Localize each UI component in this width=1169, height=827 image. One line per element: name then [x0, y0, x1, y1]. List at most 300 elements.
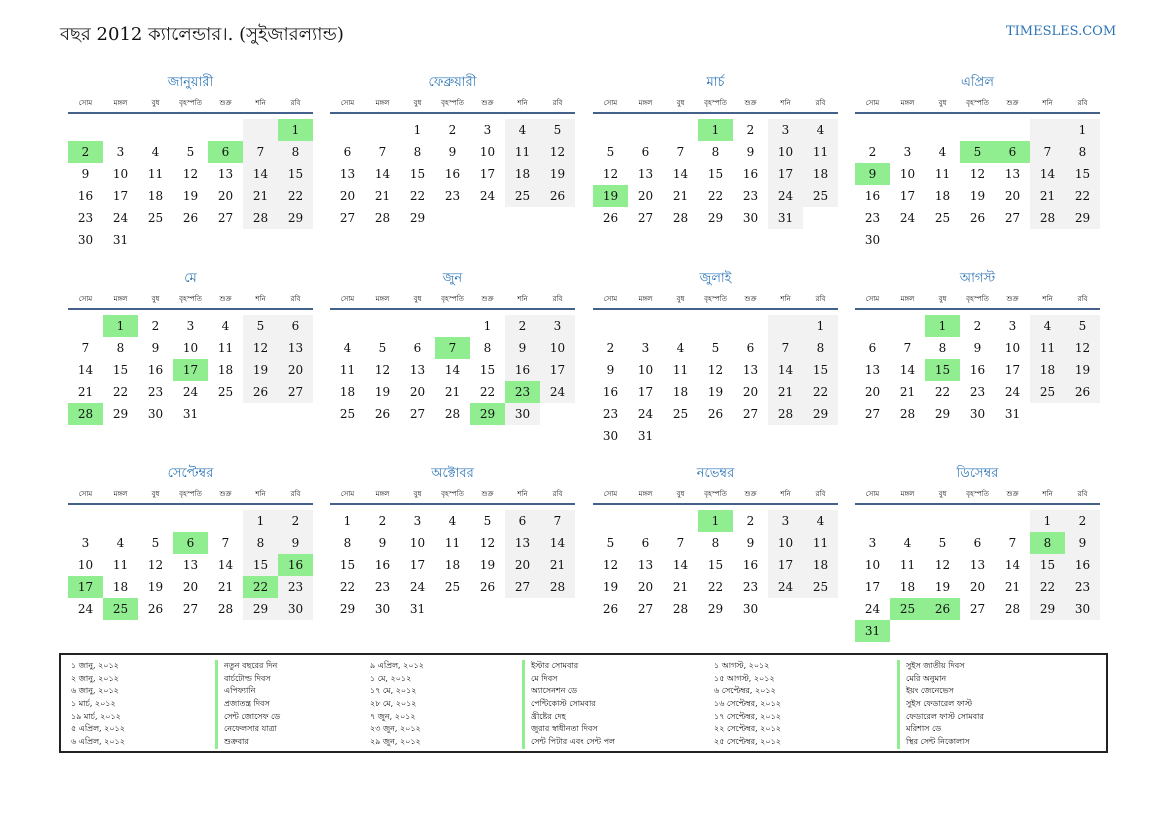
day-cell[interactable]: 9 [746, 145, 755, 159]
day-cell[interactable]: 19 [182, 189, 199, 203]
day-cell[interactable]: 2 [68, 141, 103, 163]
day-cell[interactable]: 16 [1065, 554, 1100, 576]
day-cell[interactable]: 3 [483, 123, 492, 137]
day-cell[interactable]: 4 [938, 145, 947, 159]
day-cell[interactable]: 29 [803, 403, 838, 425]
day-cell[interactable]: 22 [1065, 185, 1100, 207]
day-cell[interactable]: 30 [147, 407, 164, 421]
day-cell[interactable]: 28 [672, 602, 689, 616]
day-cell[interactable]: 29 [409, 211, 426, 225]
day-cell[interactable]: 20 [742, 385, 759, 399]
day-cell[interactable]: 4 [221, 319, 230, 333]
day-cell[interactable]: 2 [868, 145, 877, 159]
day-cell[interactable]: 29 [278, 207, 313, 229]
day-cell[interactable]: 6 [868, 341, 877, 355]
day-cell[interactable]: 24 [479, 189, 496, 203]
day-cell[interactable]: 17 [637, 385, 654, 399]
day-cell[interactable]: 25 [147, 211, 164, 225]
day-cell[interactable]: 13 [864, 363, 881, 377]
day-cell[interactable]: 26 [1065, 381, 1100, 403]
day-cell[interactable]: 7 [1008, 536, 1017, 550]
day-cell[interactable]: 28 [444, 407, 461, 421]
day-cell[interactable]: 25 [444, 580, 461, 594]
day-cell[interactable]: 3 [81, 536, 90, 550]
day-cell[interactable]: 12 [969, 167, 986, 181]
day-cell[interactable]: 28 [1030, 207, 1065, 229]
day-cell[interactable]: 16 [77, 189, 94, 203]
day-cell[interactable]: 30 [1065, 598, 1100, 620]
day-cell[interactable]: 23 [742, 189, 759, 203]
day-cell[interactable]: 23 [444, 189, 461, 203]
day-cell[interactable]: 14 [672, 167, 689, 181]
day-cell[interactable]: 12 [147, 558, 164, 572]
day-cell[interactable]: 25 [103, 598, 138, 620]
day-cell[interactable]: 20 [217, 189, 234, 203]
day-cell[interactable]: 30 [374, 602, 391, 616]
day-cell[interactable]: 11 [1030, 337, 1065, 359]
day-cell[interactable]: 28 [768, 403, 803, 425]
day-cell[interactable]: 2 [378, 514, 387, 528]
day-cell[interactable]: 23 [742, 580, 759, 594]
day-cell[interactable]: 22 [1030, 576, 1065, 598]
day-cell[interactable]: 15 [707, 167, 724, 181]
day-cell[interactable]: 30 [969, 407, 986, 421]
day-cell[interactable]: 22 [409, 189, 426, 203]
day-cell[interactable]: 15 [707, 558, 724, 572]
day-cell[interactable]: 6 [413, 341, 422, 355]
day-cell[interactable]: 1 [698, 119, 733, 141]
day-cell[interactable]: 27 [409, 407, 426, 421]
day-cell[interactable]: 21 [374, 189, 391, 203]
day-cell[interactable]: 6 [995, 141, 1030, 163]
day-cell[interactable]: 17 [479, 167, 496, 181]
day-cell[interactable]: 14 [540, 532, 575, 554]
day-cell[interactable]: 13 [637, 558, 654, 572]
day-cell[interactable]: 20 [409, 385, 426, 399]
day-cell[interactable]: 26 [243, 381, 278, 403]
day-cell[interactable]: 22 [707, 189, 724, 203]
day-cell[interactable]: 3 [540, 315, 575, 337]
day-cell[interactable]: 26 [925, 598, 960, 620]
day-cell[interactable]: 22 [243, 576, 278, 598]
day-cell[interactable]: 22 [803, 381, 838, 403]
day-cell[interactable]: 31 [768, 207, 803, 229]
day-cell[interactable]: 14 [672, 558, 689, 572]
day-cell[interactable]: 25 [934, 211, 951, 225]
day-cell[interactable]: 11 [934, 167, 951, 181]
day-cell[interactable]: 8 [1065, 141, 1100, 163]
day-cell[interactable]: 14 [444, 363, 461, 377]
day-cell[interactable]: 14 [1030, 163, 1065, 185]
day-cell[interactable]: 13 [182, 558, 199, 572]
day-cell[interactable]: 28 [1004, 602, 1021, 616]
day-cell[interactable]: 9 [448, 145, 457, 159]
day-cell[interactable]: 30 [278, 598, 313, 620]
day-cell[interactable]: 27 [969, 602, 986, 616]
day-cell[interactable]: 27 [864, 407, 881, 421]
day-cell[interactable]: 17 [768, 554, 803, 576]
day-cell[interactable]: 17 [864, 580, 881, 594]
day-cell[interactable]: 9 [278, 532, 313, 554]
day-cell[interactable]: 26 [602, 211, 619, 225]
day-cell[interactable]: 8 [343, 536, 352, 550]
day-cell[interactable]: 27 [217, 211, 234, 225]
day-cell[interactable]: 11 [803, 532, 838, 554]
day-cell[interactable]: 16 [742, 558, 759, 572]
day-cell[interactable]: 12 [374, 363, 391, 377]
day-cell[interactable]: 25 [803, 576, 838, 598]
day-cell[interactable]: 29 [1065, 207, 1100, 229]
day-cell[interactable]: 20 [339, 189, 356, 203]
day-cell[interactable]: 7 [903, 341, 912, 355]
day-cell[interactable]: 21 [217, 580, 234, 594]
day-cell[interactable]: 5 [960, 141, 995, 163]
day-cell[interactable]: 31 [112, 233, 129, 247]
day-cell[interactable]: 15 [243, 554, 278, 576]
day-cell[interactable]: 18 [803, 554, 838, 576]
day-cell[interactable]: 14 [77, 363, 94, 377]
day-cell[interactable]: 10 [540, 337, 575, 359]
day-cell[interactable]: 12 [934, 558, 951, 572]
day-cell[interactable]: 24 [182, 385, 199, 399]
day-cell[interactable]: 7 [540, 510, 575, 532]
day-cell[interactable]: 17 [409, 558, 426, 572]
day-cell[interactable]: 8 [483, 341, 492, 355]
day-cell[interactable]: 12 [479, 536, 496, 550]
day-cell[interactable]: 4 [1030, 315, 1065, 337]
day-cell[interactable]: 4 [116, 536, 125, 550]
day-cell[interactable]: 27 [339, 211, 356, 225]
day-cell[interactable]: 12 [602, 167, 619, 181]
day-cell[interactable]: 31 [409, 602, 426, 616]
day-cell[interactable]: 9 [151, 341, 160, 355]
day-cell[interactable]: 14 [899, 363, 916, 377]
day-cell[interactable]: 18 [1030, 359, 1065, 381]
day-cell[interactable]: 30 [864, 233, 881, 247]
day-cell[interactable]: 29 [243, 598, 278, 620]
day-cell[interactable]: 5 [1065, 315, 1100, 337]
day-cell[interactable]: 18 [672, 385, 689, 399]
day-cell[interactable]: 7 [243, 141, 278, 163]
day-cell[interactable]: 5 [243, 315, 278, 337]
day-cell[interactable]: 17 [1004, 363, 1021, 377]
day-cell[interactable]: 20 [182, 580, 199, 594]
day-cell[interactable]: 17 [768, 163, 803, 185]
site-link[interactable]: TIMESLES.COM [1006, 24, 1117, 39]
day-cell[interactable]: 13 [339, 167, 356, 181]
day-cell[interactable]: 27 [505, 576, 540, 598]
day-cell[interactable]: 27 [182, 602, 199, 616]
day-cell[interactable]: 31 [1004, 407, 1021, 421]
day-cell[interactable]: 15 [925, 359, 960, 381]
day-cell[interactable]: 12 [182, 167, 199, 181]
day-cell[interactable]: 27 [1004, 211, 1021, 225]
day-cell[interactable]: 19 [374, 385, 391, 399]
day-cell[interactable]: 19 [969, 189, 986, 203]
day-cell[interactable]: 20 [637, 189, 654, 203]
day-cell[interactable]: 10 [409, 536, 426, 550]
day-cell[interactable]: 21 [1030, 185, 1065, 207]
day-cell[interactable]: 7 [1030, 141, 1065, 163]
day-cell[interactable]: 3 [116, 145, 125, 159]
day-cell[interactable]: 29 [934, 407, 951, 421]
day-cell[interactable]: 22 [112, 385, 129, 399]
day-cell[interactable]: 26 [540, 185, 575, 207]
day-cell[interactable]: 16 [742, 167, 759, 181]
day-cell[interactable]: 26 [602, 602, 619, 616]
day-cell[interactable]: 8 [711, 145, 720, 159]
day-cell[interactable]: 28 [243, 207, 278, 229]
day-cell[interactable]: 1 [103, 315, 138, 337]
day-cell[interactable]: 1 [1065, 119, 1100, 141]
day-cell[interactable]: 1 [1030, 510, 1065, 532]
day-cell[interactable]: 13 [742, 363, 759, 377]
day-cell[interactable]: 30 [742, 211, 759, 225]
day-cell[interactable]: 13 [1004, 167, 1021, 181]
day-cell[interactable]: 21 [540, 554, 575, 576]
day-cell[interactable]: 21 [672, 580, 689, 594]
day-cell[interactable]: 16 [969, 363, 986, 377]
day-cell[interactable]: 14 [1004, 558, 1021, 572]
day-cell[interactable]: 17 [68, 576, 103, 598]
day-cell[interactable]: 18 [112, 580, 129, 594]
day-cell[interactable]: 7 [221, 536, 230, 550]
day-cell[interactable]: 19 [934, 580, 951, 594]
day-cell[interactable]: 7 [676, 536, 685, 550]
day-cell[interactable]: 8 [1030, 532, 1065, 554]
day-cell[interactable]: 1 [925, 315, 960, 337]
day-cell[interactable]: 23 [505, 381, 540, 403]
day-cell[interactable]: 6 [746, 341, 755, 355]
day-cell[interactable]: 12 [602, 558, 619, 572]
day-cell[interactable]: 25 [672, 407, 689, 421]
day-cell[interactable]: 11 [147, 167, 164, 181]
day-cell[interactable]: 20 [505, 554, 540, 576]
day-cell[interactable]: 11 [505, 141, 540, 163]
day-cell[interactable]: 21 [444, 385, 461, 399]
day-cell[interactable]: 5 [483, 514, 492, 528]
day-cell[interactable]: 29 [470, 403, 505, 425]
day-cell[interactable]: 21 [768, 381, 803, 403]
day-cell[interactable]: 26 [182, 211, 199, 225]
day-cell[interactable]: 8 [278, 141, 313, 163]
day-cell[interactable]: 23 [602, 407, 619, 421]
day-cell[interactable]: 13 [278, 337, 313, 359]
day-cell[interactable]: 18 [505, 163, 540, 185]
day-cell[interactable]: 19 [602, 580, 619, 594]
day-cell[interactable]: 24 [77, 602, 94, 616]
day-cell[interactable]: 2 [448, 123, 457, 137]
day-cell[interactable]: 23 [77, 211, 94, 225]
day-cell[interactable]: 15 [339, 558, 356, 572]
day-cell[interactable]: 1 [243, 510, 278, 532]
day-cell[interactable]: 2 [973, 319, 982, 333]
day-cell[interactable]: 23 [374, 580, 391, 594]
day-cell[interactable]: 4 [505, 119, 540, 141]
day-cell[interactable]: 13 [409, 363, 426, 377]
day-cell[interactable]: 12 [1065, 337, 1100, 359]
day-cell[interactable]: 1 [343, 514, 352, 528]
day-cell[interactable]: 5 [606, 536, 615, 550]
day-cell[interactable]: 26 [374, 407, 391, 421]
day-cell[interactable]: 9 [1065, 532, 1100, 554]
day-cell[interactable]: 18 [803, 163, 838, 185]
day-cell[interactable]: 27 [637, 602, 654, 616]
day-cell[interactable]: 29 [112, 407, 129, 421]
day-cell[interactable]: 2 [151, 319, 160, 333]
day-cell[interactable]: 12 [707, 363, 724, 377]
day-cell[interactable]: 11 [672, 363, 689, 377]
day-cell[interactable]: 23 [969, 385, 986, 399]
day-cell[interactable]: 27 [278, 381, 313, 403]
day-cell[interactable]: 13 [217, 167, 234, 181]
day-cell[interactable]: 14 [217, 558, 234, 572]
day-cell[interactable]: 8 [803, 337, 838, 359]
day-cell[interactable]: 24 [768, 576, 803, 598]
day-cell[interactable]: 10 [768, 532, 803, 554]
day-cell[interactable]: 28 [540, 576, 575, 598]
day-cell[interactable]: 24 [1004, 385, 1021, 399]
day-cell[interactable]: 21 [243, 185, 278, 207]
day-cell[interactable]: 13 [969, 558, 986, 572]
day-cell[interactable]: 16 [374, 558, 391, 572]
day-cell[interactable]: 12 [540, 141, 575, 163]
day-cell[interactable]: 4 [803, 119, 838, 141]
day-cell[interactable]: 11 [339, 363, 356, 377]
day-cell[interactable]: 6 [973, 536, 982, 550]
day-cell[interactable]: 7 [676, 145, 685, 159]
day-cell[interactable]: 22 [339, 580, 356, 594]
day-cell[interactable]: 25 [890, 598, 925, 620]
day-cell[interactable]: 4 [151, 145, 160, 159]
day-cell[interactable]: 25 [803, 185, 838, 207]
day-cell[interactable]: 14 [374, 167, 391, 181]
day-cell[interactable]: 30 [742, 602, 759, 616]
day-cell[interactable]: 4 [448, 514, 457, 528]
day-cell[interactable]: 2 [746, 514, 755, 528]
day-cell[interactable]: 15 [1065, 163, 1100, 185]
day-cell[interactable]: 8 [711, 536, 720, 550]
day-cell[interactable]: 7 [378, 145, 387, 159]
day-cell[interactable]: 31 [855, 620, 890, 642]
day-cell[interactable]: 17 [540, 359, 575, 381]
day-cell[interactable]: 23 [147, 385, 164, 399]
day-cell[interactable]: 3 [641, 341, 650, 355]
day-cell[interactable]: 19 [479, 558, 496, 572]
day-cell[interactable]: 6 [641, 145, 650, 159]
day-cell[interactable]: 5 [186, 145, 195, 159]
day-cell[interactable]: 5 [378, 341, 387, 355]
day-cell[interactable]: 11 [444, 536, 461, 550]
day-cell[interactable]: 20 [969, 580, 986, 594]
day-cell[interactable]: 23 [278, 576, 313, 598]
day-cell[interactable]: 21 [1004, 580, 1021, 594]
day-cell[interactable]: 15 [803, 359, 838, 381]
day-cell[interactable]: 2 [278, 510, 313, 532]
day-cell[interactable]: 26 [479, 580, 496, 594]
day-cell[interactable]: 19 [147, 580, 164, 594]
day-cell[interactable]: 12 [243, 337, 278, 359]
day-cell[interactable]: 29 [707, 211, 724, 225]
day-cell[interactable]: 24 [540, 381, 575, 403]
day-cell[interactable]: 28 [374, 211, 391, 225]
day-cell[interactable]: 3 [186, 319, 195, 333]
day-cell[interactable]: 7 [435, 337, 470, 359]
day-cell[interactable]: 22 [278, 185, 313, 207]
day-cell[interactable]: 10 [637, 363, 654, 377]
day-cell[interactable]: 6 [208, 141, 243, 163]
day-cell[interactable]: 11 [803, 141, 838, 163]
day-cell[interactable]: 9 [855, 163, 890, 185]
day-cell[interactable]: 9 [606, 363, 615, 377]
day-cell[interactable]: 10 [899, 167, 916, 181]
day-cell[interactable]: 15 [112, 363, 129, 377]
day-cell[interactable]: 25 [217, 385, 234, 399]
day-cell[interactable]: 27 [742, 407, 759, 421]
day-cell[interactable]: 29 [707, 602, 724, 616]
day-cell[interactable]: 18 [934, 189, 951, 203]
day-cell[interactable]: 19 [593, 185, 628, 207]
day-cell[interactable]: 25 [505, 185, 540, 207]
day-cell[interactable]: 23 [864, 211, 881, 225]
day-cell[interactable]: 24 [899, 211, 916, 225]
day-cell[interactable]: 3 [868, 536, 877, 550]
day-cell[interactable]: 11 [899, 558, 916, 572]
day-cell[interactable]: 14 [243, 163, 278, 185]
day-cell[interactable]: 19 [1065, 359, 1100, 381]
day-cell[interactable]: 2 [1065, 510, 1100, 532]
day-cell[interactable]: 16 [602, 385, 619, 399]
day-cell[interactable]: 9 [378, 536, 387, 550]
day-cell[interactable]: 13 [505, 532, 540, 554]
day-cell[interactable]: 4 [676, 341, 685, 355]
day-cell[interactable]: 24 [409, 580, 426, 594]
day-cell[interactable]: 16 [444, 167, 461, 181]
day-cell[interactable]: 18 [339, 385, 356, 399]
day-cell[interactable]: 15 [1030, 554, 1065, 576]
day-cell[interactable]: 20 [1004, 189, 1021, 203]
day-cell[interactable]: 10 [77, 558, 94, 572]
day-cell[interactable]: 4 [343, 341, 352, 355]
day-cell[interactable]: 29 [339, 602, 356, 616]
day-cell[interactable]: 6 [278, 315, 313, 337]
day-cell[interactable]: 25 [1030, 381, 1065, 403]
day-cell[interactable]: 16 [864, 189, 881, 203]
day-cell[interactable]: 14 [768, 359, 803, 381]
day-cell[interactable]: 10 [479, 145, 496, 159]
day-cell[interactable]: 3 [903, 145, 912, 159]
day-cell[interactable]: 25 [339, 407, 356, 421]
day-cell[interactable]: 18 [899, 580, 916, 594]
day-cell[interactable]: 3 [413, 514, 422, 528]
day-cell[interactable]: 10 [1004, 341, 1021, 355]
day-cell[interactable]: 5 [711, 341, 720, 355]
day-cell[interactable]: 19 [243, 359, 278, 381]
day-cell[interactable]: 10 [182, 341, 199, 355]
day-cell[interactable]: 16 [147, 363, 164, 377]
day-cell[interactable]: 10 [768, 141, 803, 163]
day-cell[interactable]: 20 [637, 580, 654, 594]
day-cell[interactable]: 2 [505, 315, 540, 337]
day-cell[interactable]: 22 [934, 385, 951, 399]
day-cell[interactable]: 28 [217, 602, 234, 616]
day-cell[interactable]: 10 [864, 558, 881, 572]
day-cell[interactable]: 16 [278, 554, 313, 576]
day-cell[interactable]: 10 [112, 167, 129, 181]
day-cell[interactable]: 31 [637, 429, 654, 443]
day-cell[interactable]: 31 [182, 407, 199, 421]
day-cell[interactable]: 11 [217, 341, 234, 355]
